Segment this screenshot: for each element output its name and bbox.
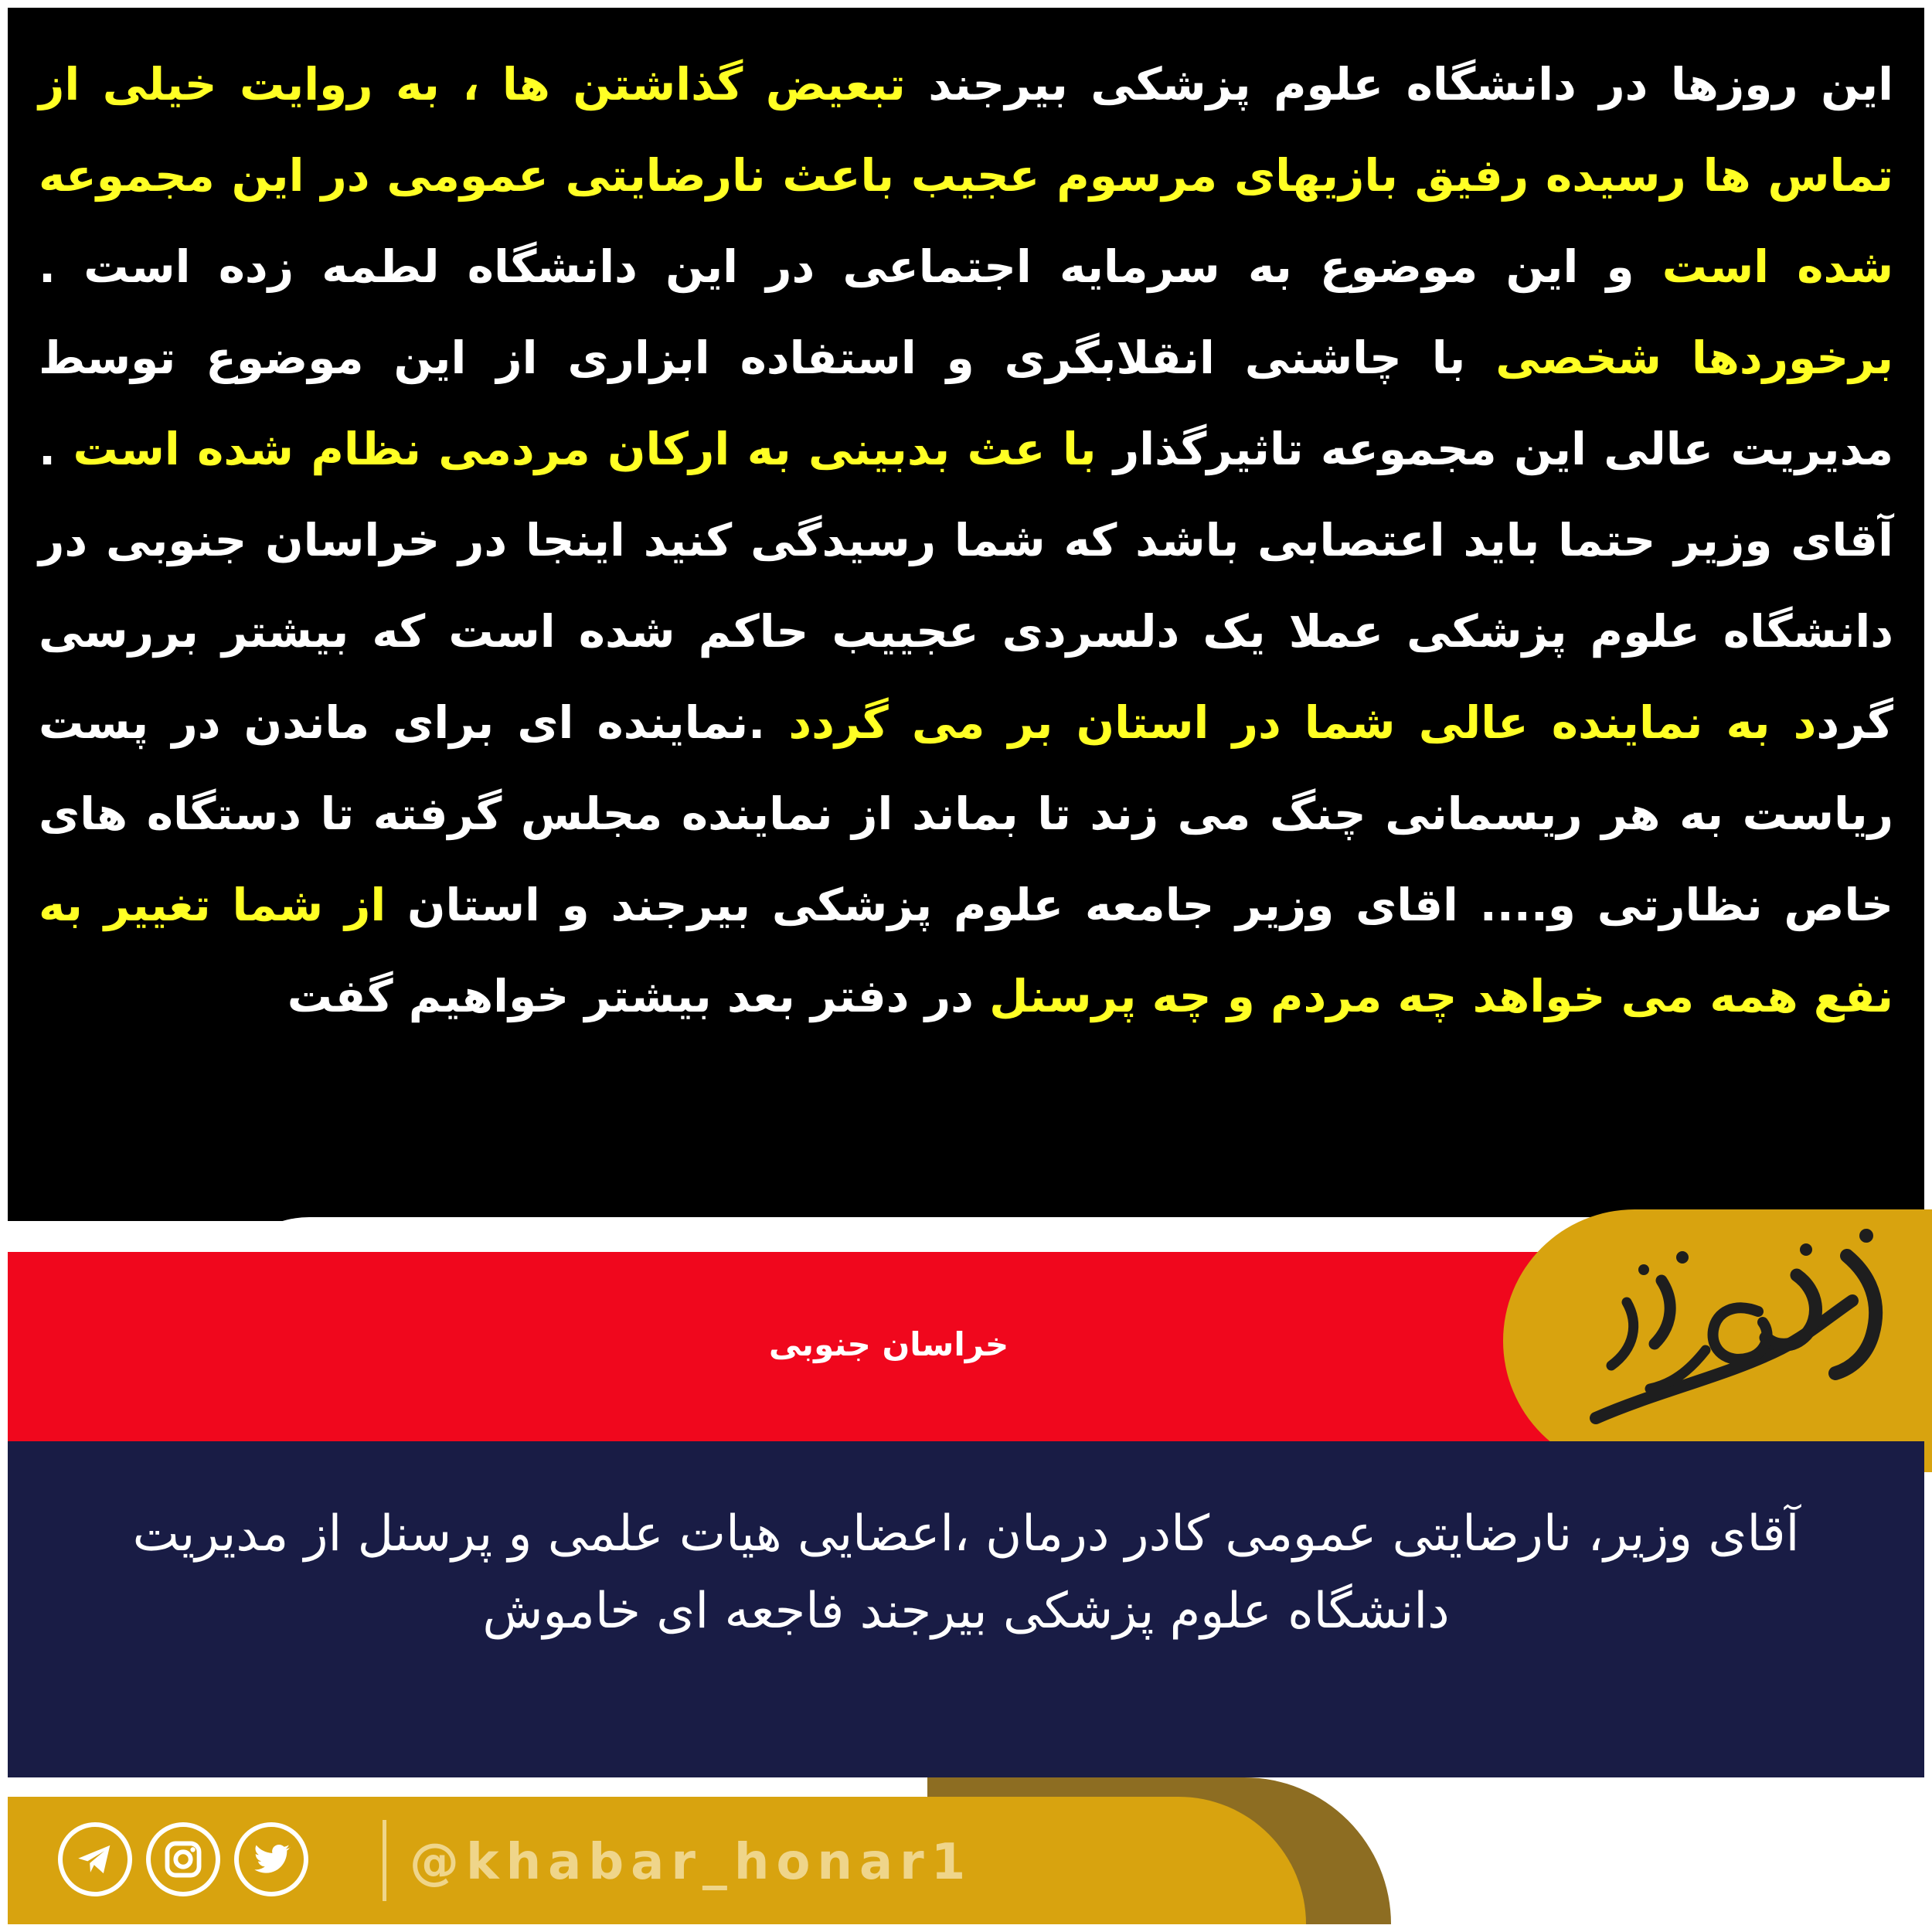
body-segment: با چاشنی انقلابگری و استفاده ابزاری از این موضوع توسط مدیریت عالی این مجموعه تاثیرگذار bbox=[39, 332, 1893, 475]
body-highlight: با عث بدبینی به ارکان مردمی نظام شده است bbox=[73, 423, 1097, 475]
social-handle: @khabar_honar1 bbox=[410, 1834, 973, 1891]
body-highlight: د به نماینده عالی شما در استان بر می گردد bbox=[788, 696, 1817, 749]
body-highlight: تبعیض گذاشتن ها ، به روایت خیلی از تماس ها رسیده رفیق بازیهای مرسوم عجیب باعث نارضایتی عمومی در این مجموعه شده است bbox=[39, 58, 1894, 293]
body-highlight: از شما تغییر به نفع همه می خواهد چه مردم و چه پرسنل bbox=[39, 879, 1893, 1022]
brand-logo bbox=[1503, 1209, 1932, 1472]
body-segment: این روزها در دانشگاه علوم پزشکی بیرجند bbox=[905, 58, 1893, 111]
body-highlight: برخوردها شخصی bbox=[1495, 332, 1894, 384]
footer-divider bbox=[383, 1820, 386, 1901]
body-panel bbox=[8, 8, 1924, 1221]
logo-calligraphy bbox=[1503, 1209, 1932, 1472]
region-label: خراسان جنوبی bbox=[768, 1325, 1009, 1363]
post-body-text bbox=[39, 39, 1893, 1042]
telegram-icon[interactable] bbox=[58, 1822, 132, 1896]
body-segment: . آقای وزیر حتما باید اعتصابی باشد که شما رسیدگی کنید اینجا در خراسان جنوبی در دانشگاه علوم پزشکی عملا یک دلسردی عجییب حاکم شده است که بیشتر بررسی گرد bbox=[39, 423, 1893, 749]
instagram-icon[interactable] bbox=[146, 1822, 220, 1896]
body-segment: در دفتر بعد بیشتر خواهیم گفت bbox=[287, 970, 990, 1022]
body-segment: و این موضوع به سرمایه اجتماعی در این دانشگاه لطمه زده است . bbox=[39, 240, 1662, 293]
twitter-icon[interactable] bbox=[234, 1822, 308, 1896]
body-segment: .نماینده ای برای ماندن در پست ریاست به هر ریسمانی چنگ می زند تا بماند از نماینده مجلس گرفته تا دستگاه های خاص نظارتی و.... اقای وزیر جامعه علوم پزشکی بیرجند و استان bbox=[39, 696, 1893, 931]
headline: آقای وزیر، نارضایتی عمومی کادر درمان ،اعضایی هیات علمی و پرسنل از مدیریت دانشگاه علوم پزشکی بیرجند فاجعه ای خاموش bbox=[132, 1505, 1800, 1640]
social-icons bbox=[58, 1822, 308, 1900]
